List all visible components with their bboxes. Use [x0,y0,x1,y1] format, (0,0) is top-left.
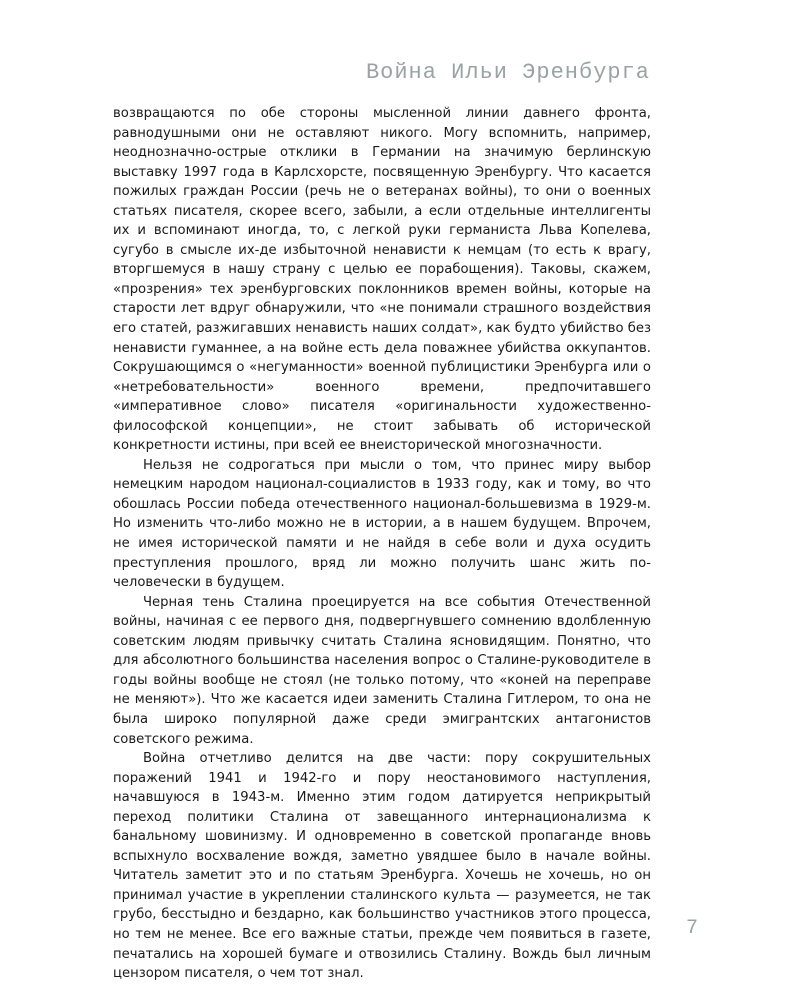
paragraph: Война отчетливо делится на две части: пору сокрушительных поражений 1941 и 1942-го и пору неостановимого наступления, начавшуюся в 1943-м. Именно этим годом датируется неприкрытый переход политики Сталина от завещанного интернационализма к банальному шовинизму. И одновременно в советской пропаганде вновь вспыхнуло восхваление вождя, заметно увядшее было в начале войны. Читатель заметит это и по статьям Эренбурга. Хочешь не хочешь, но он принимал участие в укреплении сталинского культа — разумеется, не так грубо, бесстыдно и бездарно, как большинство участников этого процесса, но тем не менее. Все его важные статьи, прежде чем появиться в газете, печатались на хорошей бумаге и отвозились Сталину. Вождь был личным цензором писателя, о чем тот знал. [113,751,651,982]
paragraph: возвращаются по обе стороны мысленной линии давнего фронта, равнодушными они не оставляют никого. Могу вспомнить, например, неоднозначно-острые отклики в Германии на значимую берлинскую выставку 1997 года в Карлсхорсте, посвященную Эренбургу. Что касается пожилых граждан России (речь не о ветеранах войны), то они о военных статьях писателя, скорее всего, забыли, а если отдельные интеллигенты их и вспоминают иногда, то, с легкой руки германиста Льва Копелева, сугубо в смысле их-де избыточной ненависти к немцам (то есть к врагу, вторгшемуся в нашу страну с целью ее порабощения). Таковы, скажем, «прозрения» тех эренбурговских поклонников времен войны, которые на старости лет вдруг обнаружили, что «не понимали страшного воздействия его статей, разжигавших ненависть наших солдат», как будто убийство без ненависти гуманнее, а на войне есть дела поважнее убийства оккупантов. Сокрушающимся о «негуманности» военной публицистики Эренбурга или о «нетребовательности» военного времени, предпочитавшего «императивное слово» писателя «оригинальности художественно-философской концепции», не стоит забывать об исторической конкретности истины, при всей ее внеисторической многозначности. [113,106,651,454]
body-text [113,104,651,984]
page-number: 7 [686,917,699,940]
paragraph: Черная тень Сталина проецируется на все события Отечественной войны, начиная с ее первого дня, подвергнувшего сомнению вдолбленную советским людям привычку считать Сталина ясновидящим. Понятно, что для абсолютного большинства населения вопрос о Сталине-руководителе в годы войны вообще не стоял (не только потому, что «коней на переправе не меняют»). Что же касается идеи заменить Сталина Гитлером, то она не была широко популярной даже среди эмигрантских антагонистов советского режима. [113,594,651,747]
paragraph: Нельзя не содрогаться при мысли о том, что принес миру выбор немецким народом национал-социалистов в 1933 году, как и тому, во что обошлась России победа отечественного национал-большевизма в 1929-м. Но изменить что-либо можно не в истории, а в нашем будущем. Впрочем, не имея исторической памяти и не найдя в себе воли и духа осудить преступления прошлого, вряд ли можно получить шанс жить по-человечески в будущем. [113,457,651,591]
running-header: Война Ильи Эренбурга [365,60,650,85]
